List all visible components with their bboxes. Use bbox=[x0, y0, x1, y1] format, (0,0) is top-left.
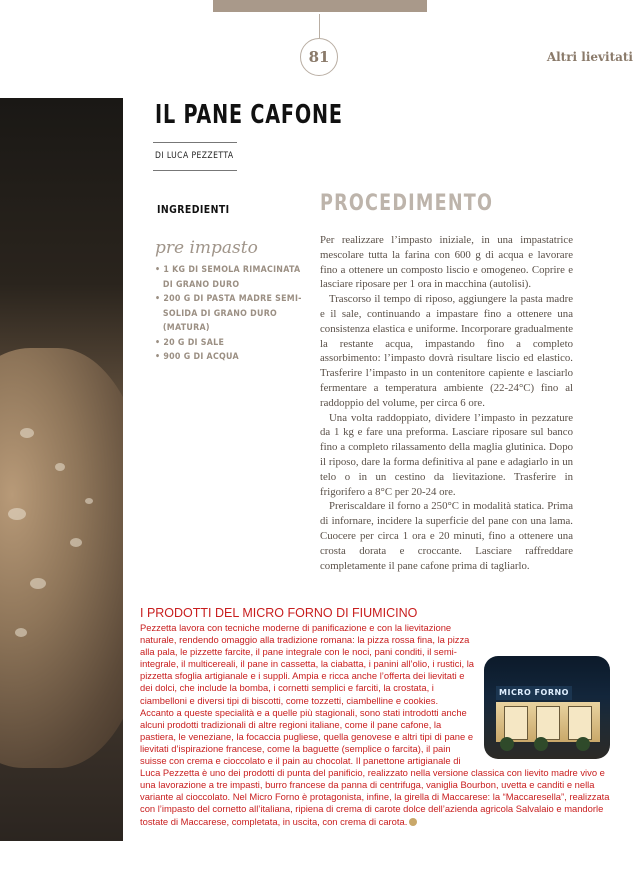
flour-dust bbox=[85, 498, 93, 504]
ingredient-item: • 900 G DI ACQUA bbox=[155, 352, 239, 362]
shop-window bbox=[504, 706, 528, 740]
plant bbox=[534, 737, 548, 751]
end-mark-icon bbox=[409, 818, 417, 826]
box-heading: I PRODOTTI DEL MICRO FORNO DI FIUMICINO bbox=[140, 606, 418, 620]
flour-dust bbox=[20, 428, 34, 438]
flour-dust bbox=[30, 578, 46, 589]
top-bar bbox=[213, 0, 427, 12]
flour-dust bbox=[8, 508, 26, 520]
recipe-author: DI LUCA PEZZETTA bbox=[155, 151, 234, 161]
ingredient-item: • 1 KG DI SEMOLA RIMACINATA DI GRANO DURO bbox=[155, 265, 301, 290]
ingredient-item: • 20 G DI SALE bbox=[155, 337, 225, 348]
box-paragraph-text: Accanto a queste specialità e a quelle più stagionali, sono stati introdotti anche alcuni prodotti tradizionali di altre regioni italiane, come il pane cafone, la pastiera, le veneziane, la focaccia pugliese, quella genovese e altri tipi di pane e lievitati d’ispirazione francese, come la baguette (semplice o farcita), il pain suisse con crema e cioccolato e il pain au chocolat. Il panettone artigianale di Luca Pezzetta è uno dei prodotti di punta del panificio, realizzato nella versione classica con lievito madre vivo e una lavorazione a tre impasti, burro francese da panna di centrifuga, vaniglia Bourbon, uvetta e canditi e nella variante al cioccolato. Nel Micro Forno è protagonista, infine, la girella di Maccarese: la “Maccaresella”, realizzata con l’impasto del cornetto all’italiana, ripiena di crema di carote dolce dell’azienda agricola Salvalaio e mandorle tostate di Maccarese, completata, in uscita, con crema di carota. bbox=[140, 706, 610, 827]
shop-window bbox=[568, 706, 592, 740]
bread-photo bbox=[0, 98, 123, 841]
bakery-photo bbox=[484, 656, 610, 759]
author-divider bbox=[153, 170, 237, 171]
recipe-title: IL PANE CAFONE bbox=[155, 100, 343, 130]
plant bbox=[576, 737, 590, 751]
page-number: 81 bbox=[300, 38, 338, 76]
flour-dust bbox=[70, 538, 82, 547]
ingredient-item: • 200 G DI PASTA MADRE SEMI-SOLIDA DI GRANO DURO (MATURA) bbox=[155, 294, 302, 333]
procedure-paragraph: Preriscaldare il forno a 250°C in modalità statica. Prima di infornare, incidere la superficie del pane con una lama. Cuocere per circa 1 ora e 20 minuti, fino a ottenere una crosta dorata e croccante. Lasciare raffreddare completamente il pane cafone prima di tagliarlo. bbox=[320, 500, 573, 572]
procedure-paragraph: Una volta raddoppiato, dividere l’impasto in pezzature da 1 kg e fare una preforma. Lasciare riposare sul banco fino a completo rilassamento della maglia glutinica. Dopo il riposo, dare la forma definitiva al pane e adagiarlo in un telo o in un cestino da lievitazione. Trasferire in frigorifero a 8°C per 20-24 ore. bbox=[320, 411, 573, 498]
procedure-paragraph: Per realizzare l’impasto iniziale, in una impastatrice mescolare tutta la farina con 600 g di acqua e lavorare fino a ottenere un composto liscio e omogeneo. Coprire e lasciare riposare per 1 ora in macchina (autolisi). bbox=[320, 234, 573, 291]
ingredients-list bbox=[155, 263, 305, 365]
procedure-text bbox=[320, 233, 573, 573]
ingredients-heading: INGREDIENTI bbox=[157, 203, 230, 216]
pre-impasto-label: pre impasto bbox=[155, 238, 258, 258]
plant bbox=[500, 737, 514, 751]
flour-dust bbox=[55, 463, 65, 471]
procedure-heading: PROCEDIMENTO bbox=[320, 191, 494, 216]
section-title: Altri lievitati bbox=[546, 50, 633, 64]
flour-dust bbox=[15, 628, 27, 637]
header-divider bbox=[319, 14, 320, 38]
box-text bbox=[140, 622, 610, 828]
bakery-sign: MICRO FORNO bbox=[496, 686, 572, 700]
title-divider bbox=[153, 142, 237, 143]
procedure-paragraph: Trascorso il tempo di riposo, aggiungere la pasta madre e il sale, continuando a impastare fino a ottenere una consistenza elastica e uniforme. Incorporare gradualmente la restante acqua, impastando fino a completo assorbimento: l’impasto dovrà risultare liscio ed elastico. Trasferire l’impasto in un contenitore capiente e lasciarlo fermentare a temperatura ambiente (22-24°C) fino al raddoppio del volume, per circa 6 ore. bbox=[320, 293, 573, 409]
bread-crust bbox=[0, 348, 123, 768]
shop-window bbox=[536, 706, 560, 740]
box-paragraph: Pezzetta lavora con tecniche moderne di panificazione e con la lievitazione naturale, rendendo omaggio alla tradizione romana: la pizza rossa fina, la pizza alla pala, le pizzette farcite, il pane integrale con le noci, pani conditi, il semi-integrale, il multicereali, il pane in cassetta, la ciabatta, i panini all’olio, i rustici, la pizzetta sfoglia artigianale e i suppli. Ampia e ricca anche l’offerta dei lievitati e dei dolci, che include la bomba, i cornetti semplici e farciti, la crostata, i ciambelloni e diversi tipi di biscotti, come tozzetti, ciambelline e cookies. bbox=[140, 622, 475, 706]
